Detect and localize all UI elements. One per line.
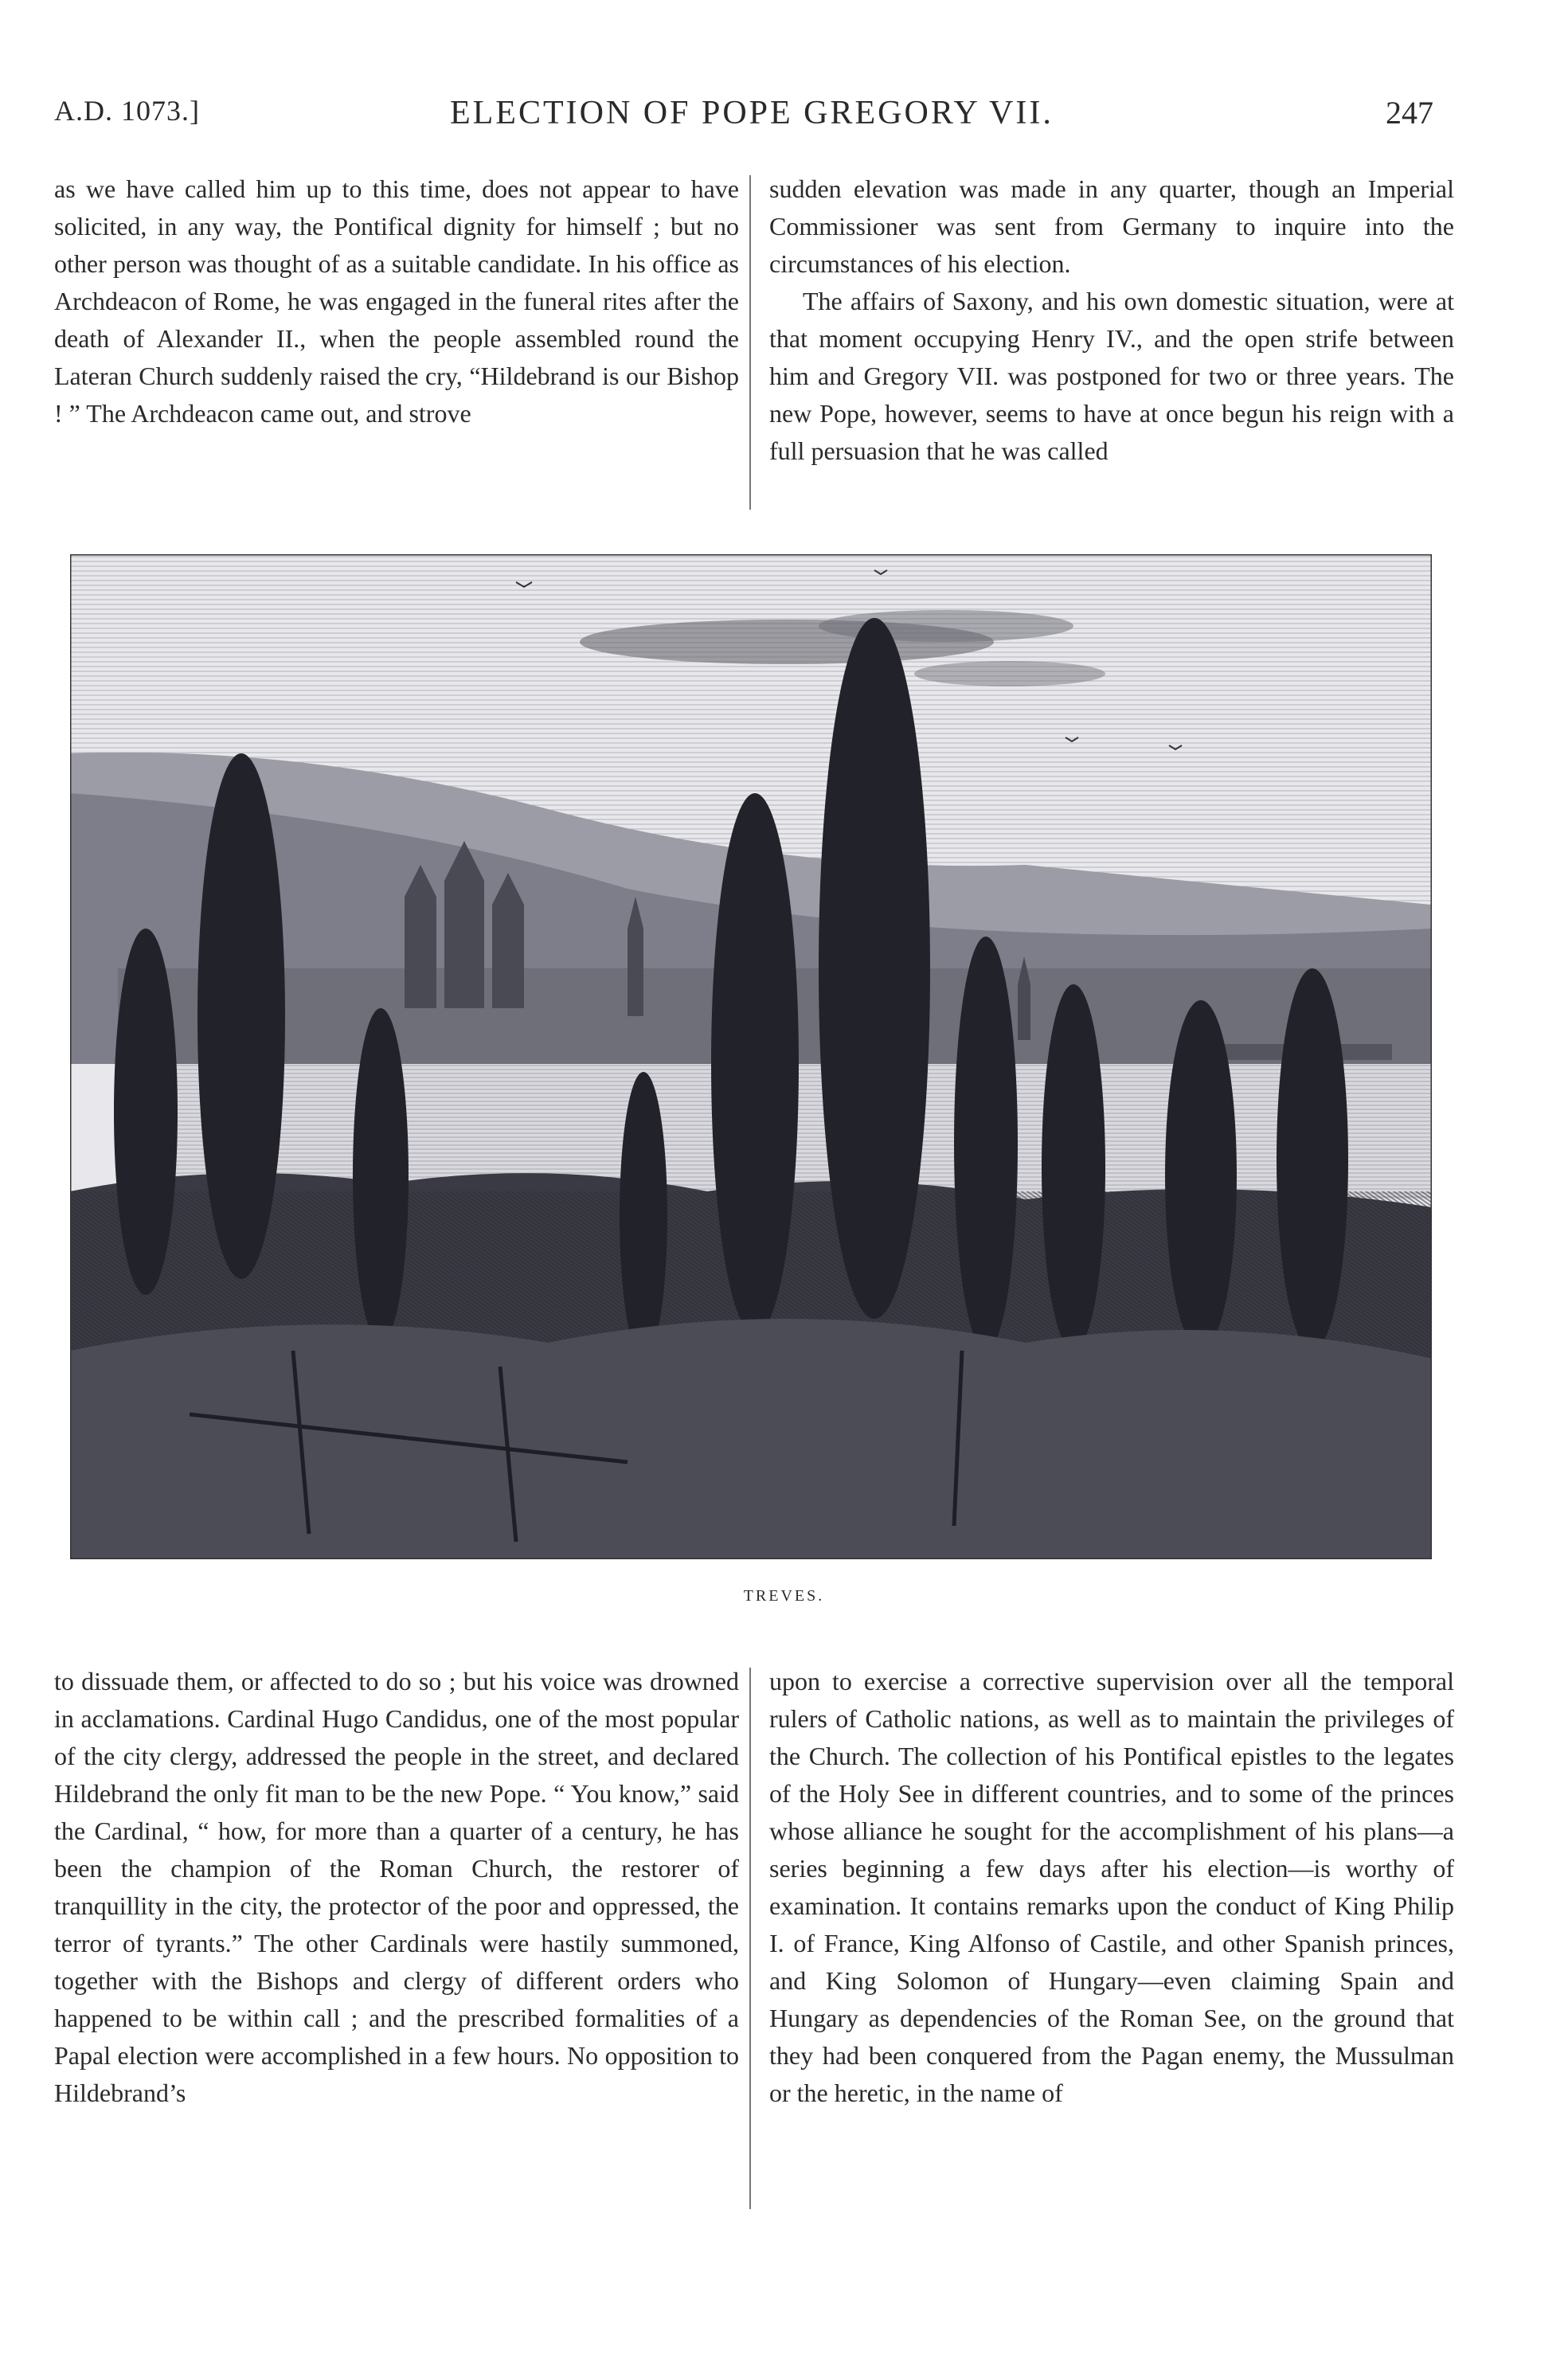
header-title: ELECTION OF POPE GREGORY VII. [450,95,1054,131]
page-number: 247 [1386,95,1433,131]
column-divider [749,175,751,510]
engraving-treves [70,554,1432,1559]
paragraph: as we have called him up to this time, does not appear to have solicited, in any way, the Pontifical dignity for himself ; but no other person was thought of as a suitable candidate. In his office as Archdeacon of Rome, he was engaged in the funeral rites after the death of Alexander II., when the people assembled round the Lateran Church suddenly raised the cry, “Hildebrand is our Bishop ! ” The Archdeacon came out, and strove [54,174,739,428]
column-divider [749,1668,751,2209]
text-column-bottom-right [769,1663,1454,2112]
paragraph: The affairs of Saxony, and his own domestic situation, were at that moment occupying Henry IV., and the open strife between him and Gregory VII. was postponed for two or three years. The new Pope, however, seems to have at once begun his reign with a full persuasion that he was called [769,287,1454,465]
text-column-bottom-left [54,1663,739,2112]
paragraph: upon to exercise a corrective supervision over all the temporal rulers of Catholic nations, as well as to maintain the privileges of the Church. The collection of his Pontifical epistles to the legates of the Holy See in different countries, and to some of the princes whose alliance he sought for the accomplishment of his plans—a series beginning a few days after his election—is worthy of examination. It contains remarks upon the conduct of King Philip I. of France, King Alfonso of Castile, and other Spanish princes, and King Solomon of Hungary—even claiming Spain and Hungary as dependencies of the Roman See, on the ground that they had been conquered from the Pagan enemy, the Mussulman or the heretic, in the name of [769,1667,1454,2107]
paragraph: sudden elevation was made in any quarter, though an Imperial Commissioner was sent from Germany to inquire into the circumstances of his election. [769,174,1454,278]
header-date: A.D. 1073.] [54,95,200,127]
figure-caption: TREVES. [743,1587,825,1605]
text-column-top-right [769,170,1454,470]
text-column-top-left [54,170,739,432]
paragraph: to dissuade them, or affected to do so ; but his voice was drowned in acclamations. Cardinal Hugo Candidus, one of the most popular of the city clergy, addressed the people in the street, and declared Hildebrand the only fit man to be the new Pope. “ You know,” said the Cardinal, “ how, for more than a quarter of a century, he has been the champion of the Roman Church, the restorer of tranquillity in the city, the protector of the poor and oppressed, the terror of tyrants.” The other Cardinals were hastily summoned, together with the Bishops and clergy of different orders who happened to be within call ; and the prescribed formalities of a Papal election were accomplished in a few hours. No opposition to Hildebrand’s [54,1667,739,2107]
running-header [0,94,1568,142]
